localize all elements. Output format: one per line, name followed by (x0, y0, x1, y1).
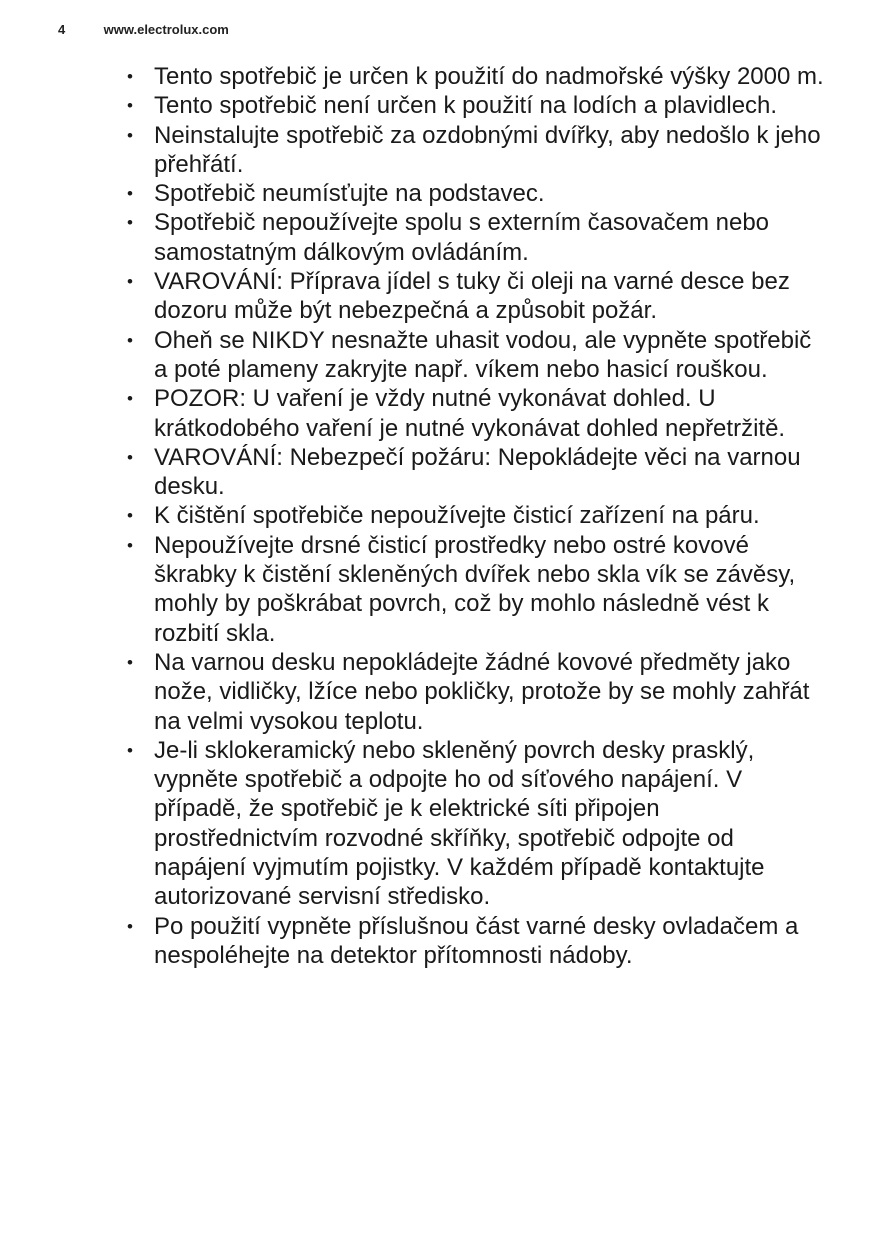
list-item (127, 648, 827, 736)
list-item-text: POZOR: U vaření je vždy nutné vykonávat dohled. U krátkodobého vaření je nutné vykonávat dohled nepřetržitě. (154, 385, 786, 442)
list-item (127, 912, 827, 971)
list-item (127, 501, 827, 530)
list-item-text: VAROVÁNÍ: Nebezpečí požáru: Nepokládejte věci na varnou desku. (154, 443, 801, 501)
bullet-icon: • (127, 272, 133, 292)
bullet-icon: • (127, 96, 133, 116)
list-item (127, 384, 827, 443)
bullet-icon: • (127, 916, 133, 936)
list-item (127, 267, 827, 326)
list-item-text: Neinstalujte spotřebič za ozdobnými dvířky, aby nedošlo k jeho přehřátí. (154, 121, 821, 178)
bullet-icon: • (127, 535, 133, 555)
list-item-text: Na varnou desku nepokládejte žádné kovové předměty jako nože, vidličky, lžíce nebo pokličky, protože by se mohly zahřát na velmi vysokou teplotu. (154, 648, 810, 735)
list-item (127, 62, 827, 91)
list-item-text: Oheň se NIKDY nesnažte uhasit vodou, ale vypněte spotřebič a poté plameny zakryjte např. víkem nebo hasicí rouškou. (154, 326, 812, 383)
bullet-icon: • (127, 330, 133, 350)
site-url: www.electrolux.com (103, 22, 229, 37)
list-item (127, 736, 827, 912)
bullet-icon: • (127, 652, 133, 672)
list-item (127, 208, 827, 267)
list-item-text: Nepoužívejte drsné čisticí prostředky nebo ostré kovové škrabky k čistění skleněných dvířek nebo skla vík se závěsy, mohly by poškrábat povrch, což by mohlo následně vést k rozbití skla. (154, 531, 796, 647)
list-item (127, 326, 827, 385)
bullet-icon: • (127, 213, 133, 233)
safety-instructions-list (127, 62, 827, 970)
list-item (127, 91, 827, 120)
page-number: 4 (58, 22, 66, 37)
list-item-text: K čištění spotřebiče nepoužívejte čisticí zařízení na páru. (154, 502, 760, 530)
page-header (58, 22, 229, 37)
bullet-icon: • (127, 447, 133, 467)
list-item-text: VAROVÁNÍ: Příprava jídel s tuky či oleji na varné desce bez dozoru může být nebezpečná a způsobit požár. (154, 268, 790, 325)
bullet-icon: • (127, 740, 133, 760)
bullet-icon: • (127, 506, 133, 526)
bullet-icon: • (127, 125, 133, 145)
list-item-text: Tento spotřebič není určen k použití na lodích a plavidlech. (154, 92, 778, 120)
list-item-text: Spotřebič nepoužívejte spolu s externím časovačem nebo samostatným dálkovým ovládáním. (154, 209, 770, 266)
list-item-text: Je-li sklokeramický nebo skleněný povrch desky prasklý, vypněte spotřebič a odpojte ho od síťového napájení. V případě, že spotřebič je k elektrické síti připojen prostřednictvím rozvodné skříňky, spotřebič odpojte od napájení vyjmutím pojistky. V každém případě kontaktujte autorizované servisní středisko. (154, 736, 765, 911)
list-item-text: Spotřebič neumísťujte na podstavec. (154, 180, 545, 208)
list-item (127, 443, 827, 502)
bullet-icon: • (127, 67, 133, 86)
list-item (127, 179, 827, 208)
list-item-text: Po použití vypněte příslušnou část varné desky ovladačem a nespoléhejte na detektor přítomnosti nádoby. (154, 912, 799, 969)
bullet-icon: • (127, 389, 133, 409)
bullet-icon: • (127, 184, 133, 204)
list-item (127, 531, 827, 648)
list-item-text: Tento spotřebič je určen k použití do nadmořské výšky 2000 m. (154, 63, 824, 90)
list-item (127, 121, 827, 180)
